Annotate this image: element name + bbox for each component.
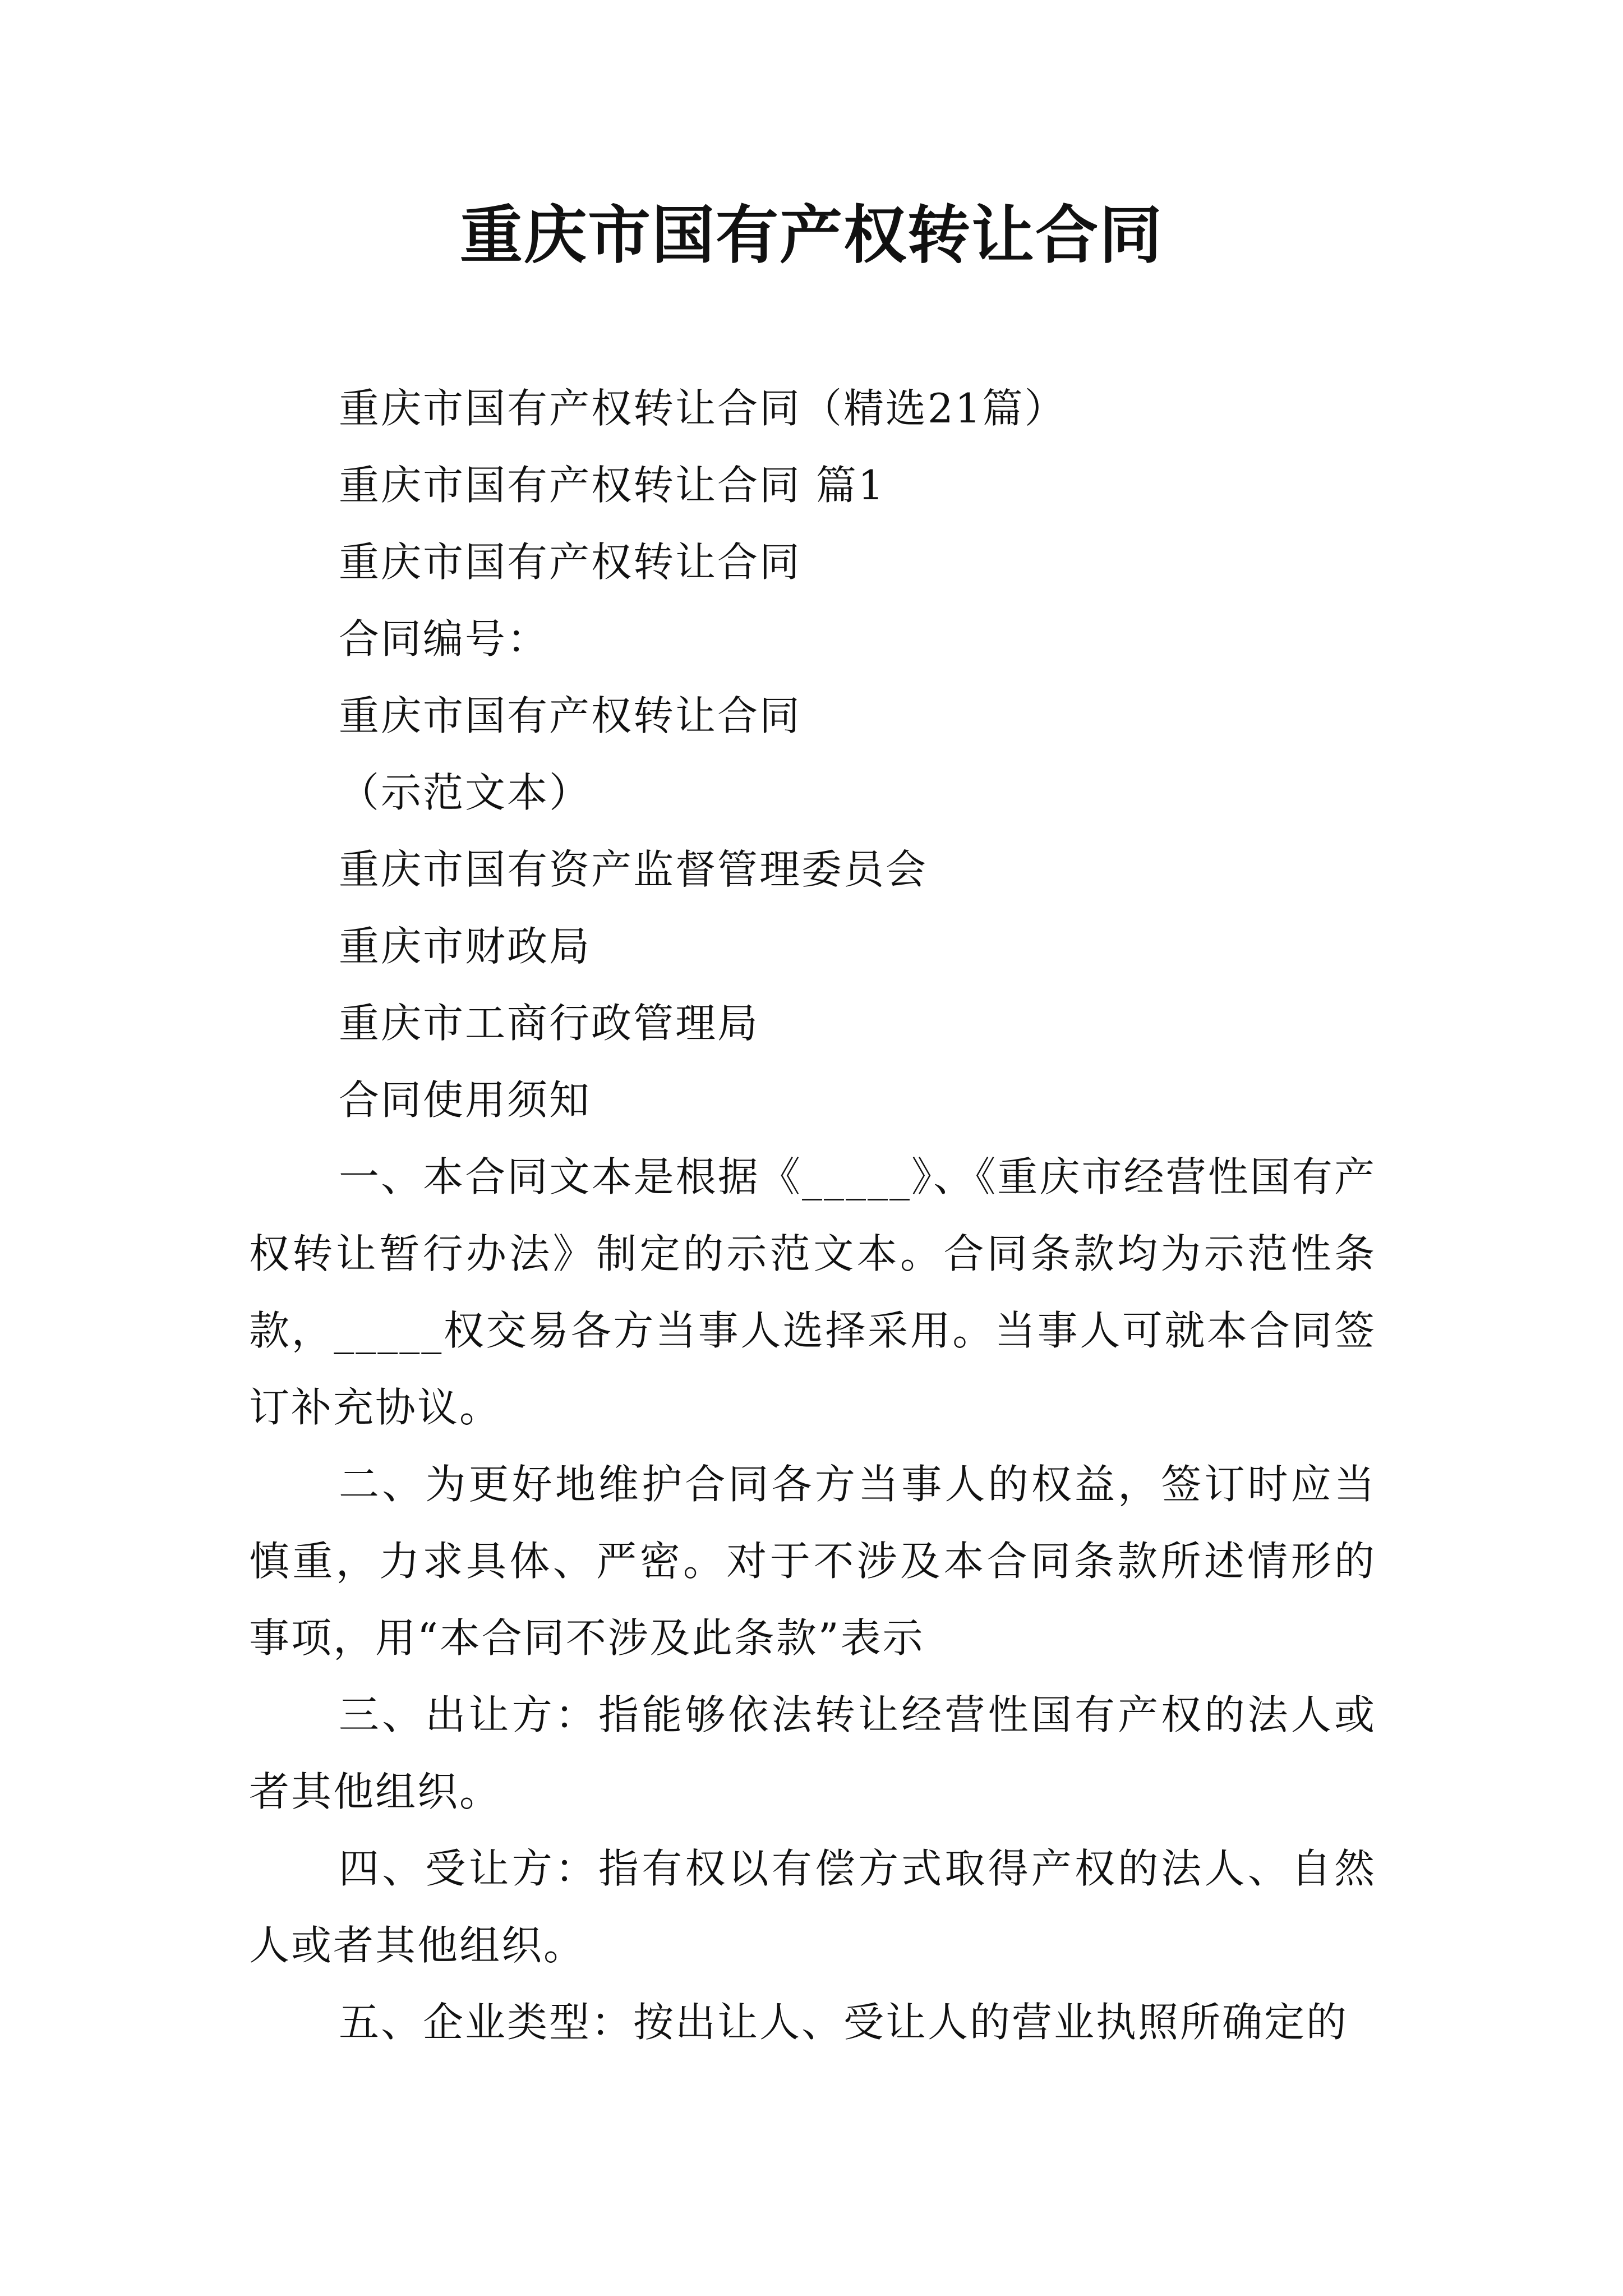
body-line: 合同使用须知 (339, 1076, 592, 1124)
paragraph: 二、为更好地维护合同各方当事人的权益，签订时应当慎重，力求具体、严密。对于不涉及本合同条款所述情形的事项，用“本合同不涉及此条款”表示 (249, 1461, 1376, 1662)
body-line: 重庆市国有资产监督管理委员会 (339, 846, 928, 893)
document-body (249, 370, 1376, 2061)
body-line: 重庆市工商行政管理局 (339, 1000, 760, 1047)
body-line: 重庆市国有产权转让合同 篇1 (339, 462, 886, 509)
body-line: 重庆市国有产权转让合同 (339, 539, 802, 586)
paragraph: 一、本合同文本是根据《_____》、《重庆市经营性国有产权转让暂行办法》制定的示范文本。合同条款均为示范性条款，_____权交易各方当事人选择采用。当事人可就本合同签订补充协议。 (249, 1153, 1376, 1431)
paragraph: 三、出让方：指能够依法转让经营性国有产权的法人或者其他组织。 (249, 1691, 1376, 1815)
body-line: 合同编号： (339, 615, 550, 662)
paragraph: 四、受让方：指有权以有偿方式取得产权的法人、自然人或者其他组织。 (249, 1845, 1376, 1969)
paragraph: 五、企业类型：按出让人、受让人的营业执照所确定的 (339, 1999, 1349, 2046)
body-line: 重庆市国有产权转让合同（精选21篇） (339, 385, 1067, 432)
document-title: 重庆市国有产权转让合同 (460, 199, 1163, 272)
body-line: 重庆市财政局 (339, 923, 592, 970)
body-line: 重庆市国有产权转让合同 (339, 692, 802, 739)
body-line: （示范文本） (339, 769, 592, 816)
